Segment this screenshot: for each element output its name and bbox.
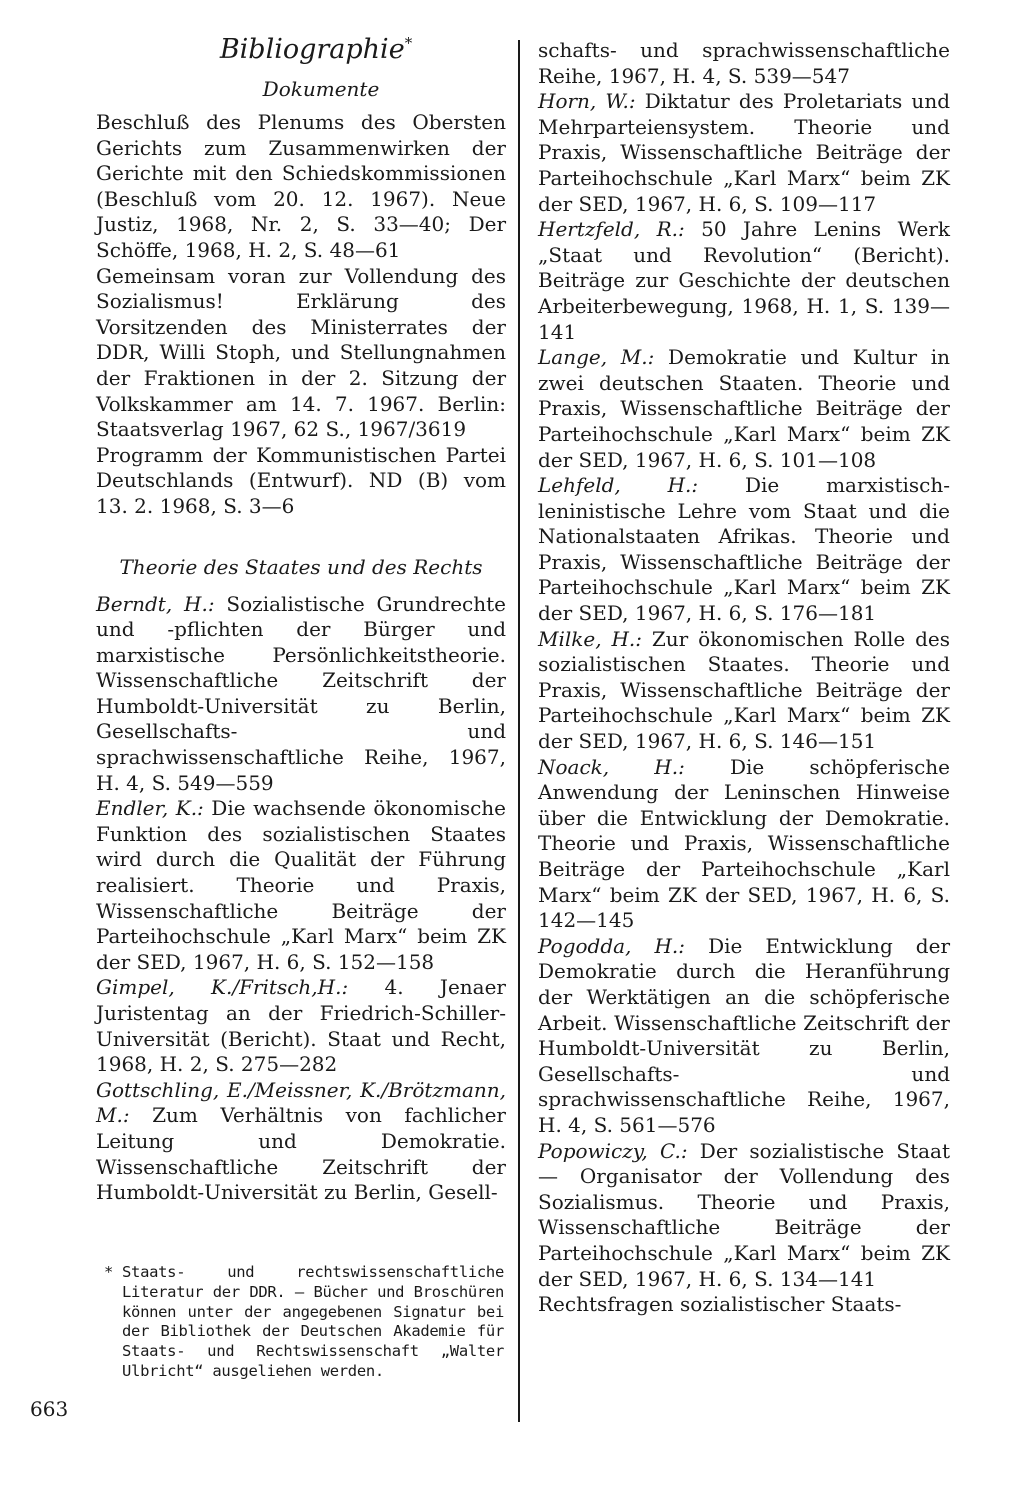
bibliography-entry [538, 1139, 950, 1293]
bibliography-entry [96, 592, 506, 797]
entry-text: 4. Jenaer Juristentag an der Friedrich-Schiller-Universität (Bericht). Staat und Recht, 1968, H. 2, S. 275—282 [96, 975, 506, 1077]
entry-author: Berndt, H.: [96, 591, 215, 616]
entry-text: Sozialistische Grundrechte und -pflichten der Bürger und marxistische Persönlichkeitstheorie. Wissenschaftliche Zeitschrift der Humboldt-Universität zu Berlin, Gesellschafts- und sprachwissenschaftliche Reihe, 1967, H. 4, S. 549—559 [96, 591, 506, 795]
bibliography-entry [96, 796, 506, 975]
bibliography-entry [538, 217, 950, 345]
bibliography-entry [96, 1078, 506, 1206]
entry-text: Der sozialistische Staat — Organisator der Vollendung des Sozialismus. Theorie und Praxis, Wissenschaftliche Beiträge der Parteihochschule „Karl Marx“ beim ZK der SED, 1967, H. 6, S. 134—141 [538, 1138, 951, 1291]
bibliography-entry [538, 345, 950, 473]
left-column [96, 30, 506, 1206]
entry-text: Zum Verhältnis von fachlicher Leitung und Demokratie. Wissenschaftliche Zeitschrift der Humboldt-Universität zu Berlin, Gesell- [96, 1103, 506, 1205]
page-title [126, 30, 506, 70]
entry-text: Beschluß des Plenums des Obersten Gerichts zum Zusammenwirken der Gerichte mit den Schiedskommissionen (Beschluß vom 20. 12. 1967). Neue Justiz, 1968, Nr. 2, S. 33—40; Der Schöffe, 1968, H. 2, S. 48—61 [96, 110, 506, 262]
entry-author: Noack, H.: [538, 754, 685, 779]
entry-author: Endler, K.: [96, 796, 204, 821]
entry-author: Horn, W.: [538, 89, 636, 114]
entry-text: Die Entwicklung der Demokratie durch die Heranführung der Werktätigen an die schöpferische Arbeit. Wissenschaftliche Zeitschrift der Humboldt-Universität zu Berlin, Gesellschafts- und sprachwissenschaftliche Reihe, 1967, H. 4, S. 561—576 [538, 933, 951, 1137]
entry-text: Rechtsfragen sozialistischer Staats- [538, 1292, 902, 1317]
documents-list [96, 110, 506, 520]
entry-text: schafts- und sprachwissenschaftliche Reihe, 1967, H. 4, S. 539—547 [538, 38, 950, 88]
page-title-text: Bibliographie [219, 34, 405, 65]
bibliography-entry [538, 89, 950, 217]
entry-author: Milke, H.: [538, 626, 642, 651]
entry-author: Pogodda, H.: [538, 933, 686, 958]
bibliography-entry [538, 473, 950, 627]
right-column [538, 38, 950, 1318]
bibliography-entry [96, 264, 506, 443]
entry-author: Gimpel, K./Fritsch,H.: [96, 975, 349, 1000]
entry-author: Popowiczy, C.: [538, 1138, 688, 1163]
footnote-text: Staats- und rechtswissenschaftliche Literatur der DDR. — Bücher und Broschüren können unter der angegebenen Signatur bei der Bibliothek der Deutschen Akademie für Staats- und Rechtswissenschaft „Walter Ulbricht“ ausgeliehen werden. [122, 1263, 504, 1380]
bibliography-entry-continued [538, 38, 950, 89]
bibliography-entry-truncated [538, 1292, 950, 1318]
entry-author: Lehfeld, H.: [538, 473, 699, 498]
bibliography-entry [538, 627, 950, 755]
section-heading-documents: Dokumente [262, 77, 380, 101]
bibliography-entry [538, 934, 950, 1139]
column-divider [518, 40, 520, 1422]
entry-text: 50 Jahre Lenins Werk „Staat und Revolution“ (Bericht). Beiträge zur Geschichte der deutschen Arbeiterbewegung, 1968, H. 1, S. 139—141 [538, 217, 951, 344]
bibliography-entry [96, 975, 506, 1077]
footnote-marker: * [104, 1263, 114, 1281]
bibliography-entry [538, 755, 950, 934]
entry-text: Programm der Kommunistischen Partei Deutschlands (Entwurf). ND (B) vom 13. 2. 1968, S. 3—6 [96, 442, 506, 518]
footnote [104, 1263, 504, 1382]
entry-author: Hertzfeld, R.: [538, 217, 685, 242]
bibliography-entry [96, 110, 506, 264]
entry-text: Zur ökonomischen Rolle des sozialistischen Staates. Theorie und Praxis, Wissenschaftliche Beiträge der Parteihochschule „Karl Marx“ beim ZK der SED, 1967, H. 6, S. 146—151 [538, 626, 950, 754]
entry-text: Diktatur des Proletariats und Mehrparteiensystem. Theorie und Praxis, Wissenschaftliche Beiträge der Parteihochschule „Karl Marx“ beim ZK der SED, 1967, H. 6, S. 109—117 [538, 89, 950, 216]
page-number: 663 [30, 1397, 69, 1421]
entry-author: Gottschling, E./Meissner, K./Brötzmann, M.: [96, 1077, 506, 1128]
entry-text: Die wachsende ökonomische Funktion des sozialistischen Staates wird durch die Qualität der Führung realisiert. Theorie und Praxis, Wissenschaftliche Beiträge der Parteihochschule „Karl Marx“ beim ZK der SED, 1967, H. 6, S. 152—158 [96, 796, 507, 974]
theory-list-left [96, 592, 506, 1206]
entry-text: Die schöpferische Anwendung der Leninschen Hinweise über die Entwicklung der Demokratie. Theorie und Praxis, Wissenschaftliche Beiträge der Parteihochschule „Karl Marx“ beim ZK der SED, 1967, H. 6, S. 142—145 [538, 754, 950, 933]
title-footnote-marker: * [404, 34, 413, 52]
entry-text: Die marxistisch-leninistische Lehre vom Staat und die Nationalstaaten Afrikas. Theorie und Praxis, Wissenschaftliche Beiträge der Parteihochschule „Karl Marx“ beim ZK der SED, 1967, H. 6, S. 176—181 [538, 473, 950, 626]
entry-text: Demokratie und Kultur in zwei deutschen Staaten. Theorie und Praxis, Wissenschaftliche Beiträge der Parteihochschule „Karl Marx“ beim ZK der SED, 1967, H. 6, S. 101—108 [538, 345, 951, 472]
section-heading-theory: Theorie des Staates und des Rechts [119, 554, 483, 579]
entry-text: Gemeinsam voran zur Vollendung des Sozialismus! Erklärung des Vorsitzenden des Ministerrates der DDR, Willi Stoph, und Stellungnahmen der Fraktionen in der 2. Sitzung der Volkskammer am 14. 7. 1967. Berlin: Staatsverlag 1967, 62 S., 1967/3619 [96, 263, 506, 442]
bibliography-entry [96, 443, 506, 520]
entry-author: Lange, M.: [538, 345, 655, 370]
